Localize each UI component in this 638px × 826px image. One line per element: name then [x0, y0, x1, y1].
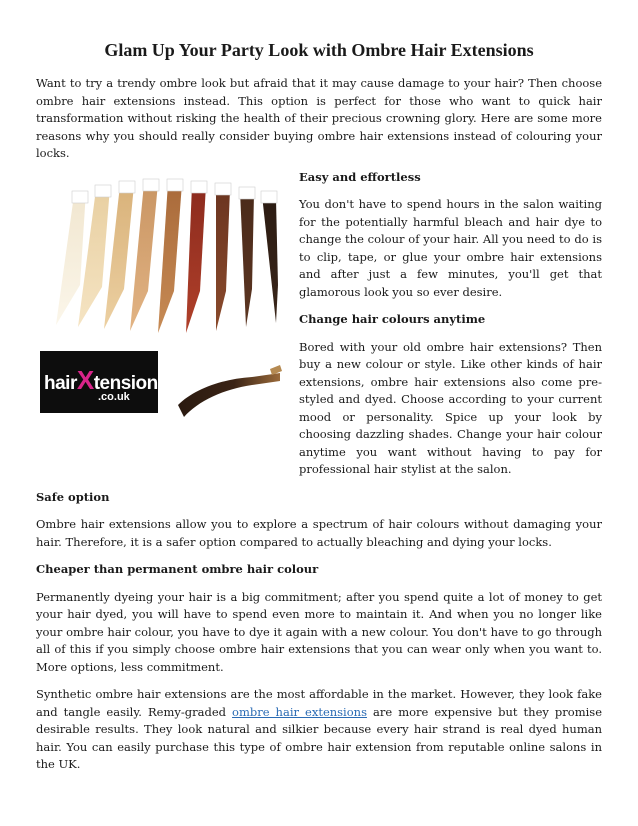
- section-body-easy: You don't have to spend hours in the salon waiting for the potentially harmful bleach and hair dye to change the colour of your hair. All you need to do is to clip, tape, or glue your ombre hair extensions and after just a few minutes, you'll get that glamorous look you so ever desire.: [299, 197, 602, 299]
- hair-swatch-fan-image: [36, 175, 286, 335]
- section-heading-safe: Safe option: [36, 489, 110, 504]
- image-column: [36, 169, 286, 427]
- hairxtensions-logo: [40, 351, 168, 413]
- document-page: [36, 0, 602, 774]
- intro-paragraph: Want to try a trendy ombre look but afraid that it may cause damage to your hair? Then choose ombre hair extensions instead. This option is perfect for those who want to quick hair transformation without risking the health of their precious crowning glory. Here are some more reasons why you should really consider buying ombre hair extensions instead of colouring your locks.: [36, 76, 602, 160]
- section-heading-easy: Easy and effortless: [299, 169, 421, 184]
- section-body-change: Bored with your old ombre hair extensions? Then buy a new colour or style. Like other kinds of hair extensions, ombre hair extensions also come pre-styled and dyed. Choose according to your current mood or personality. Spice up your look by choosing dazzling shades. Change your hair colour anytime you want without having to pay for professional hair stylist at the salon.: [299, 339, 602, 476]
- section-body-cheaper-1: Permanently dyeing your hair is a big commitment; after you spend quite a lot of money to get your hair dyed, you will have to spend even more to maintain it. And when you no longer like your ombre hair colour, you have to dye it again with a new colour. You don't have to go through all of this if you simply choose ombre hair extensions that you can wear only when you want to. More options, less commitment.: [36, 589, 602, 674]
- section-body-safe: Ombre hair extensions allow you to explore a spectrum of hair colours without damaging your hair. Therefore, it is a safer option compared to actually bleaching and dying your locks.: [36, 517, 602, 549]
- hair-strand-image: [174, 345, 284, 425]
- logo-domain: .co.uk: [98, 390, 130, 403]
- ombre-hair-extensions-link[interactable]: ombre hair extensions: [232, 704, 367, 719]
- section-heading-cheaper: Cheaper than permanent ombre hair colour: [36, 562, 319, 576]
- page-title: Glam Up Your Party Look with Ombre Hair Extensions: [104, 40, 534, 60]
- section-body-cheaper-2: Synthetic ombre hair extensions are the most affordable in the market. However, they look fake and tangle easily. Remy-graded ombre hair extensions are more expensive but they promise desirable results. They look natural and silkier because every hair strand is real dyed human hair. You can easily purchase this type of ombre hair extension from reputable online salons in the UK.: [36, 687, 602, 771]
- logo-wordmark: hairXtensions: [44, 364, 168, 395]
- section-heading-change: Change hair colours anytime: [299, 312, 486, 326]
- right-text-column: [299, 169, 602, 479]
- two-column-section: [36, 169, 602, 479]
